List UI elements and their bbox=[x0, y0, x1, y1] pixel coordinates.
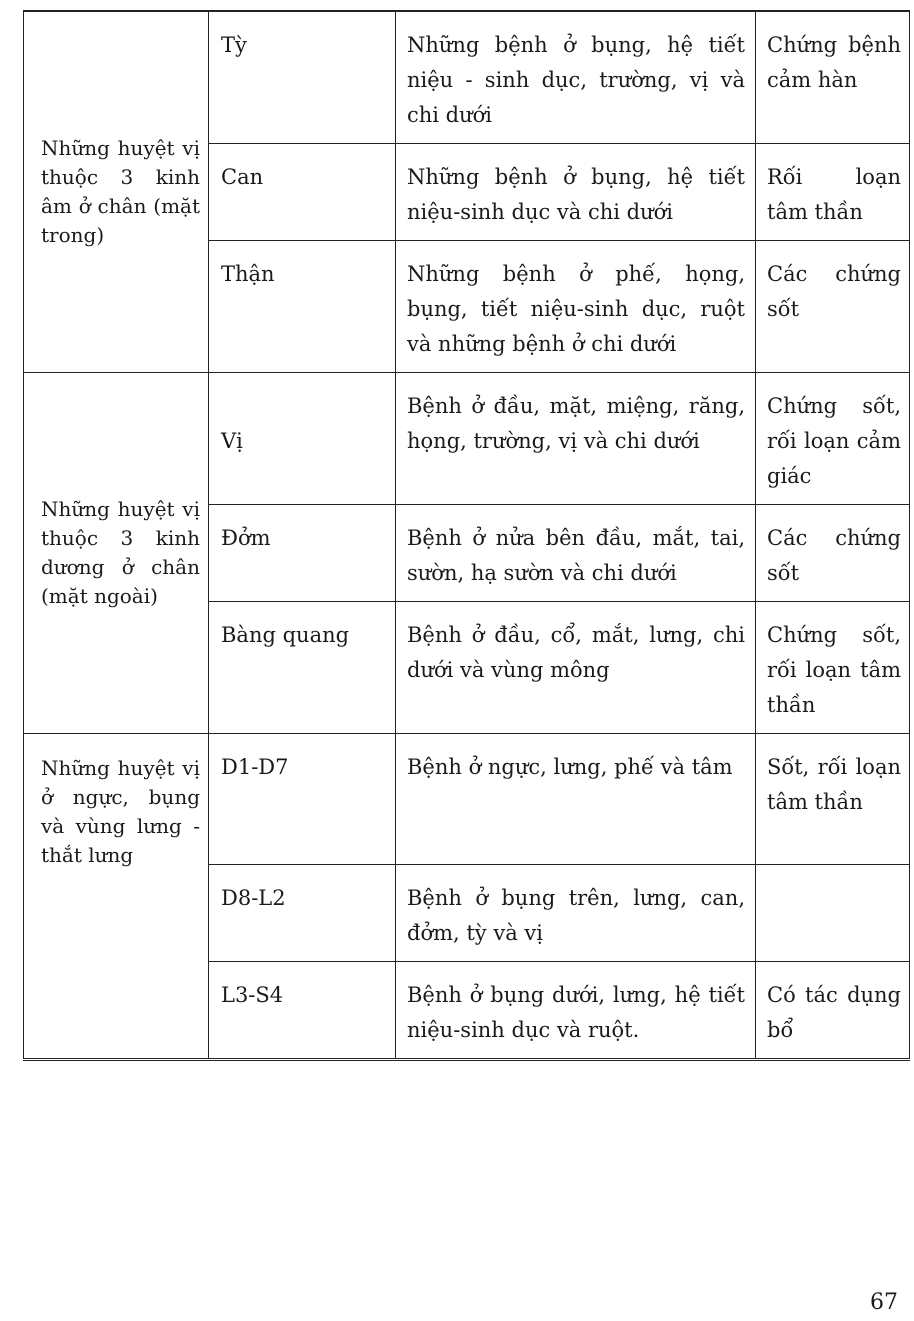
group-label-yang-leg: Những huyệt vị thuộc 3 kinh dương ở chân (mặt ngoài) bbox=[24, 373, 209, 734]
effect-cell: Chứng sốt, rối loạn tâm thần bbox=[756, 602, 910, 734]
indication-cell: Bệnh ở bụng dưới, lưng, hệ tiết niệu-sinh dục và ruột. bbox=[396, 962, 756, 1060]
table-row bbox=[24, 734, 910, 865]
effect-cell: Có tác dụng bổ bbox=[756, 962, 910, 1060]
indication-cell: Những bệnh ở bụng, hệ tiết niệu-sinh dục và chi dưới bbox=[396, 144, 756, 241]
indication-cell: Những bệnh ở phế, họng, bụng, tiết niệu-sinh dục, ruột và những bệnh ở chi dưới bbox=[396, 241, 756, 373]
acupoint-indications-table bbox=[23, 10, 910, 1061]
effect-cell: Các chứng sốt bbox=[756, 505, 910, 602]
effect-cell: Các chứng sốt bbox=[756, 241, 910, 373]
page-number: 67 bbox=[870, 1290, 898, 1315]
effect-cell: Chứng sốt, rối loạn cảm giác bbox=[756, 373, 910, 505]
indication-cell: Bệnh ở đầu, mặt, miệng, răng, họng, trường, vị và chi dưới bbox=[396, 373, 756, 505]
indication-cell: Bệnh ở đầu, cổ, mắt, lưng, chi dưới và vùng mông bbox=[396, 602, 756, 734]
effect-cell: Chứng bệnh cảm hàn bbox=[756, 11, 910, 144]
organ-cell: Thận bbox=[209, 241, 396, 373]
organ-cell: Can bbox=[209, 144, 396, 241]
effect-cell: Sốt, rối loạn tâm thần bbox=[756, 734, 910, 865]
organ-cell: Đởm bbox=[209, 505, 396, 602]
group-label-yin-leg: Những huyệt vị thuộc 3 kinh âm ở chân (mặt trong) bbox=[24, 11, 209, 373]
table-row bbox=[24, 11, 910, 144]
indication-cell: Bệnh ở nửa bên đầu, mắt, tai, sườn, hạ sườn và chi dưới bbox=[396, 505, 756, 602]
organ-cell: D8-L2 bbox=[209, 865, 396, 962]
indication-cell: Bệnh ở ngực, lưng, phế và tâm bbox=[396, 734, 756, 865]
organ-cell: Tỳ bbox=[209, 11, 396, 144]
group-label-trunk: Những huyệt vị ở ngực, bụng và vùng lưng - thắt lưng bbox=[24, 734, 209, 1060]
organ-cell: Vị bbox=[209, 373, 396, 505]
organ-cell: Bàng quang bbox=[209, 602, 396, 734]
effect-cell: Rối loạn tâm thần bbox=[756, 144, 910, 241]
effect-cell bbox=[756, 865, 910, 962]
table-row bbox=[24, 373, 910, 505]
indication-cell: Những bệnh ở bụng, hệ tiết niệu - sinh dục, trường, vị và chi dưới bbox=[396, 11, 756, 144]
organ-cell: L3-S4 bbox=[209, 962, 396, 1060]
organ-cell: D1-D7 bbox=[209, 734, 396, 865]
indication-cell: Bệnh ở bụng trên, lưng, can, đởm, tỳ và vị bbox=[396, 865, 756, 962]
